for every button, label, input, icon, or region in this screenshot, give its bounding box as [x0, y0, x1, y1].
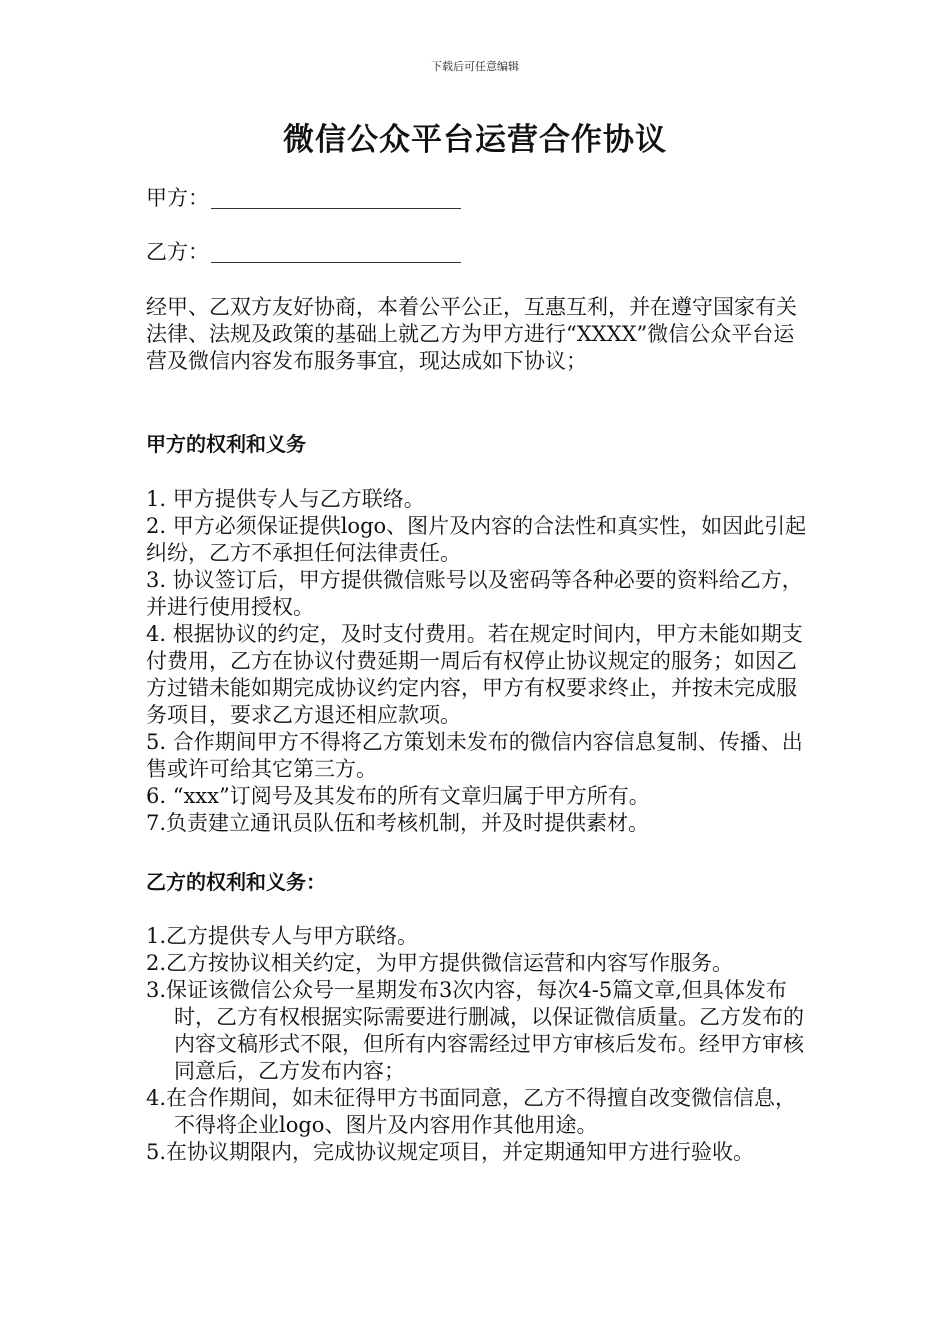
section-a-list [146, 486, 811, 837]
section-b-body [146, 923, 816, 1166]
party-b-blank [211, 261, 461, 263]
party-a-line [146, 184, 461, 212]
list-item: 4. 根据协议的约定，及时支付费用。若在规定时间内，甲方未能如期支付费用，乙方在协议付费延期一周后有权停止协议规定的服务；如因乙方过错未能如期完成协议约定内容，甲方有权要求终止，并按未完成服务项目，要求乙方退还相应款项。 [146, 622, 803, 727]
list-item: 6. “xxx”订阅号及其发布的所有文章归属于甲方所有。 [146, 784, 650, 808]
list-item: 2.乙方按协议相关约定，为甲方提供微信运营和内容写作服务。 [146, 951, 734, 975]
list-item: 3. 协议签订后，甲方提供微信账号以及密码等各种必要的资料给乙方，并进行使用授权。 [146, 568, 803, 619]
intro-paragraph: 经甲、乙双方友好协商，本着公平公正，互惠互利，并在遵守国家有关法律、法规及政策的基础上就乙方为甲方进行“XXXX”微信公众平台运营及微信内容发布服务事宜，现达成如下协议； [146, 295, 797, 373]
list-item: 4.在合作期间，如未征得甲方书面同意，乙方不得擅自改变微信信息，不得将企业logo、图片及内容用作其他用途。 [146, 1086, 797, 1137]
party-b-label: 乙方： [146, 240, 209, 264]
list-item: 7.负责建立通讯员队伍和考核机制，并及时提供素材。 [146, 811, 650, 835]
header-note: 下载后可任意编辑 [431, 60, 519, 73]
party-a-label: 甲方： [146, 186, 209, 210]
list-item: 1. 甲方提供专人与乙方联络。 [146, 487, 425, 511]
section-a-body [146, 486, 811, 837]
list-item: 3.保证该微信公众号一星期发布3次内容，每次4-5篇文章,但具体发布时，乙方有权根据实际需要进行删减，以保证微信质量。乙方发布的内容文稿形式不限，但所有内容需经过甲方审核后发布。经甲方审核同意后，乙方发布内容； [146, 978, 804, 1083]
document-title: 微信公众平台运营合作协议 [283, 122, 667, 158]
section-a-heading: 甲方的权利和义务 [146, 432, 306, 456]
list-item: 5.在协议期限内，完成协议规定项目，并定期通知甲方进行验收。 [146, 1140, 755, 1164]
party-b-line [146, 238, 461, 266]
list-item: 2. 甲方必须保证提供logo、图片及内容的合法性和真实性，如因此引起纠纷，乙方不承担任何法律责任。 [146, 514, 807, 565]
list-item: 1.乙方提供专人与甲方联络。 [146, 924, 419, 948]
section-b-list [146, 923, 816, 1166]
party-a-blank [211, 207, 461, 209]
section-b-heading: 乙方的权利和义务： [146, 870, 326, 894]
list-item: 5. 合作期间甲方不得将乙方策划未发布的微信内容信息复制、传播、出售或许可给其它第三方。 [146, 730, 803, 781]
